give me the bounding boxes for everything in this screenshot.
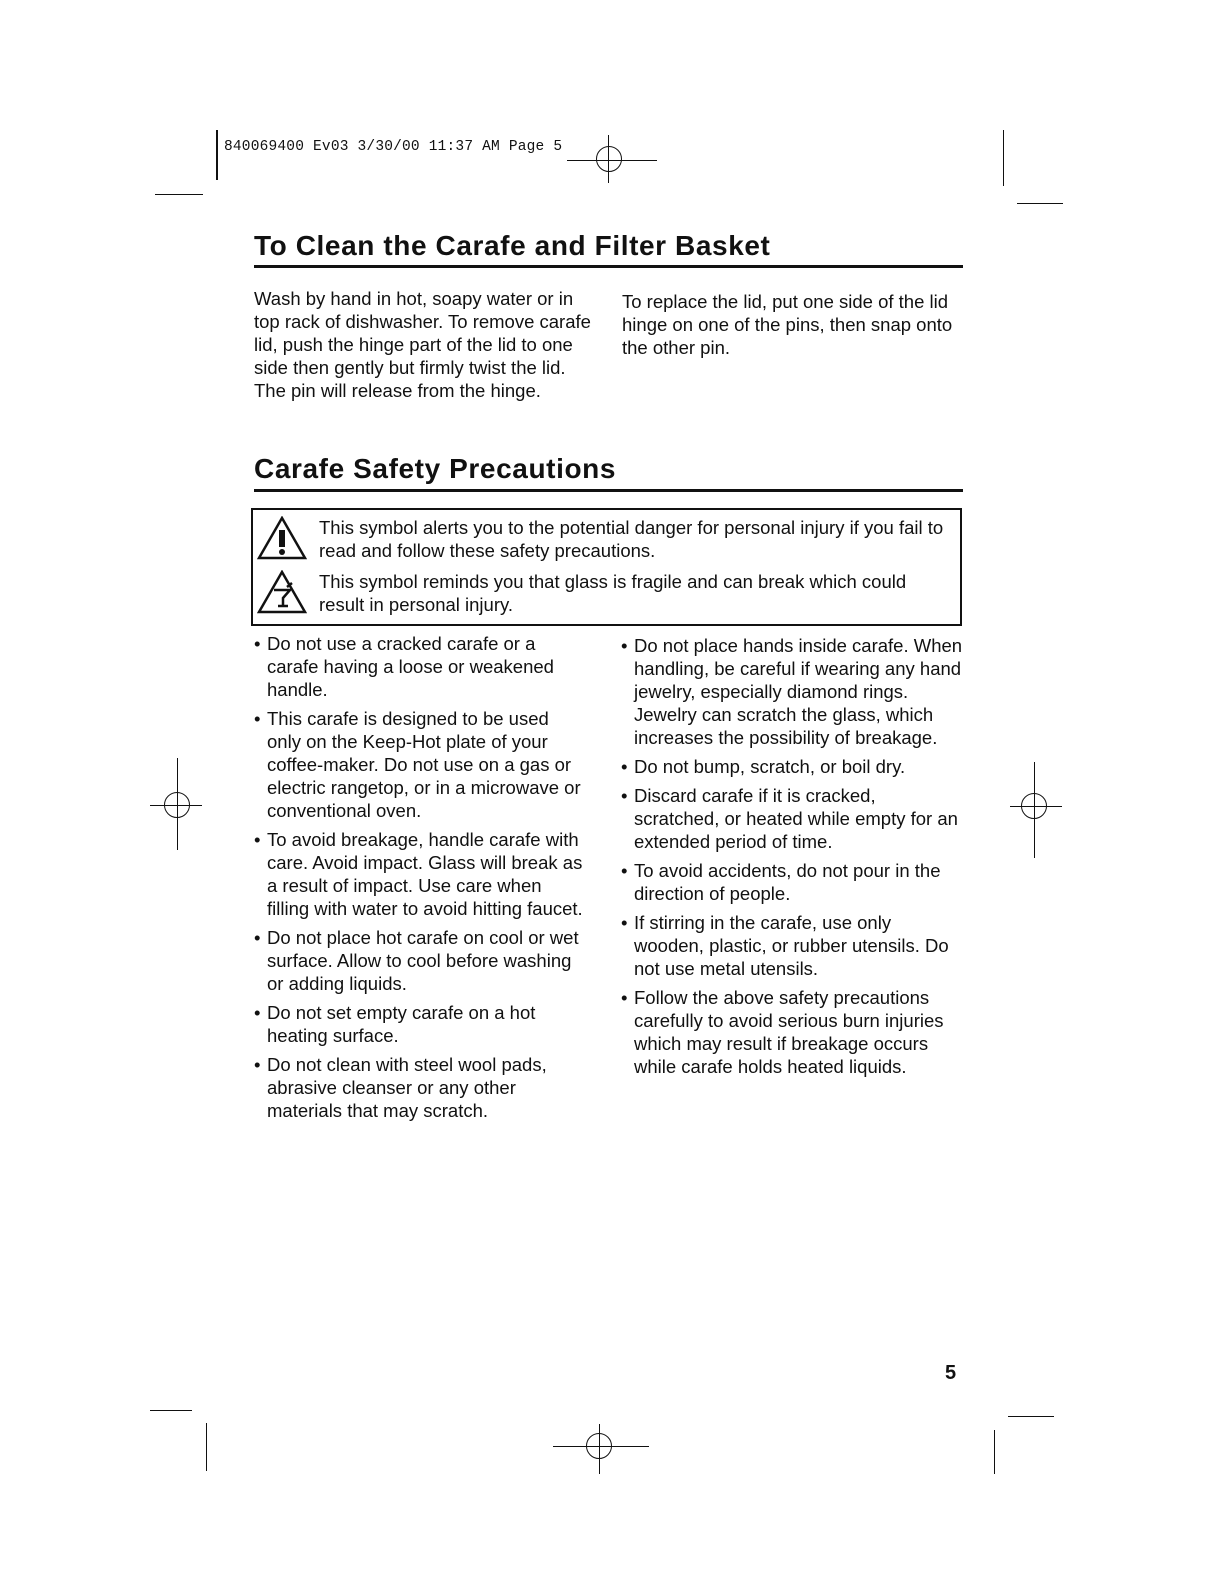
list-item: • To avoid breakage, handle carafe with care. Avoid impact. Glass will break as a result of impact. Use care when filling with water to avoid hitting faucet.	[254, 828, 584, 920]
list-item: • Do not set empty carafe on a hot heating surface.	[254, 1001, 584, 1047]
list-item: • To avoid accidents, do not pour in the direction of people.	[621, 859, 966, 905]
list-item: • Do not place hot carafe on cool or wet surface. Allow to cool before washing or adding liquids.	[254, 926, 584, 995]
crop-mark	[155, 194, 203, 195]
warning-text: This symbol reminds you that glass is fragile and can break which could result in personal injury.	[319, 571, 907, 615]
page-number: 5	[945, 1362, 957, 1384]
list-item: • This carafe is designed to be used only on the Keep-Hot plate of your coffee-maker. Do not use on a gas or electric rangetop, or in a microwave or conventional oven.	[254, 707, 584, 822]
list-item: • Discard carafe if it is cracked, scratched, or heated while empty for an extended period of time.	[621, 784, 966, 853]
list-item: • Do not place hands inside carafe. When handling, be careful if wearing any hand jewelry, especially diamond rings. Jewelry can scratch the glass, which increases the possibility of breakage.	[621, 634, 966, 749]
list-item: • Do not use a cracked carafe or a carafe having a loose or weakened handle.	[254, 632, 584, 701]
broken-glass-warning-icon	[257, 570, 307, 614]
clean-instructions-right: To replace the lid, put one side of the lid hinge on one of the pins, then snap onto the other pin.	[622, 291, 953, 358]
title-rule	[254, 489, 963, 492]
list-item: • Do not clean with steel wool pads, abrasive cleanser or any other materials that may scratch.	[254, 1053, 584, 1122]
title-rule	[254, 265, 963, 268]
crop-mark	[216, 130, 218, 180]
crop-mark	[1017, 203, 1063, 204]
safety-list-right	[621, 634, 966, 1084]
crop-mark	[1003, 130, 1004, 186]
warning-symbols-box	[251, 508, 962, 626]
print-slug: 840069400 Ev03 3/30/00 11:37 AM Page 5	[224, 139, 563, 155]
section-title-safety: Carafe Safety Precautions	[254, 453, 617, 484]
warning-text: This symbol alerts you to the potential danger for personal injury if you fail to read and follow these safety precautions.	[319, 517, 944, 561]
exclamation-warning-icon	[257, 516, 307, 560]
list-item: • If stirring in the carafe, use only wooden, plastic, or rubber utensils. Do not use metal utensils.	[621, 911, 966, 980]
crop-mark	[206, 1423, 207, 1471]
safety-list-left	[254, 632, 584, 1128]
list-item: • Follow the above safety precautions carefully to avoid serious burn injuries which may result if breakage occurs while carafe holds heated liquids.	[621, 986, 966, 1078]
crop-mark	[994, 1430, 995, 1474]
section-title-clean: To Clean the Carafe and Filter Basket	[254, 230, 771, 261]
crop-mark	[150, 1410, 192, 1411]
crop-mark	[1008, 1416, 1054, 1417]
clean-instructions-left: Wash by hand in hot, soapy water or in top rack of dishwasher. To remove carafe lid, push the hinge part of the lid to one side then gently but firmly twist the lid. The pin will release from the hinge.	[254, 288, 591, 401]
list-item: • Do not bump, scratch, or boil dry.	[621, 755, 966, 778]
